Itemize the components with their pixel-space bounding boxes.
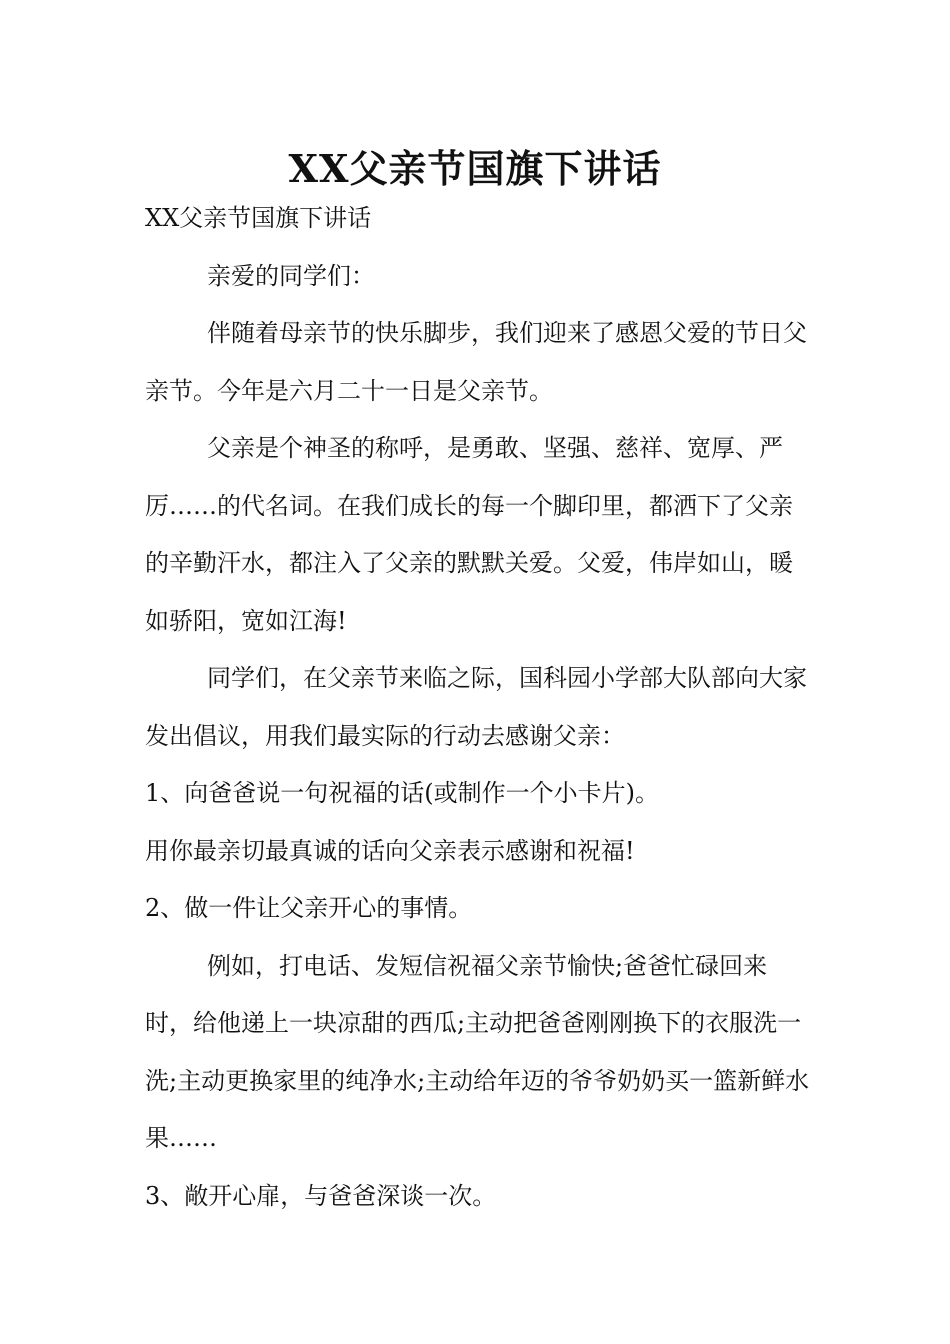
- body-paragraph: 伴随着母亲节的快乐脚步，我们迎来了感恩父爱的节日父亲节。今年是六月二十一日是父亲节。: [145, 319, 807, 405]
- list-item: 2、做一件让父亲开心的事情。: [145, 894, 473, 922]
- page-title: XX父亲节国旗下讲话: [288, 146, 662, 192]
- document-body: [145, 190, 810, 1225]
- list-item: 1、向爸爸说一句祝福的话(或制作一个小卡片)。: [145, 779, 659, 807]
- body-paragraph: 同学们，在父亲节来临之际，国科园小学部大队部向大家发出倡议，用我们最实际的行动去感谢父亲：: [145, 664, 807, 750]
- list-item-detail: 用你最亲切最真诚的话向父亲表示感谢和祝福!: [145, 836, 635, 865]
- subtitle-paragraph: XX父亲节国旗下讲话: [145, 204, 372, 232]
- body-paragraph: 例如，打电话、发短信祝福父亲节愉快;爸爸忙碌回来时，给他递上一块凉甜的西瓜;主动把爸爸刚刚换下的衣服洗一洗;主动更换家里的纯净水;主动给年迈的爷爷奶奶买一篮新鲜水果……: [145, 951, 810, 1152]
- body-paragraph: 父亲是个神圣的称呼，是勇敢、坚强、慈祥、宽厚、严厉……的代名词。在我们成长的每一个脚印里，都洒下了父亲的辛勤汗水，都注入了父亲的默默关爱。父爱，伟岸如山，暖如骄阳，宽如江海!: [145, 434, 793, 635]
- greeting-paragraph: 亲爱的同学们：: [207, 261, 375, 290]
- list-item: 3、敞开心扉，与爸爸深谈一次。: [145, 1181, 497, 1210]
